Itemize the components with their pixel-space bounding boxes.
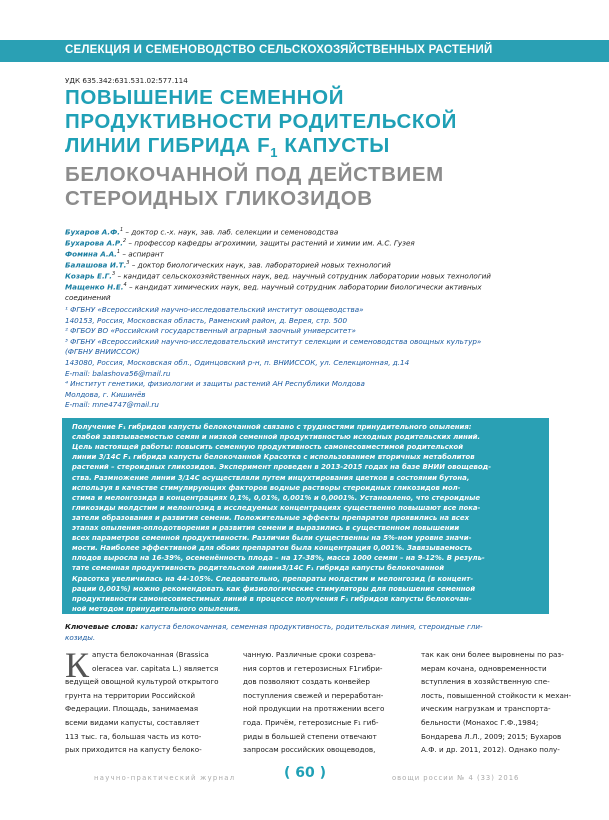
abstract-line: продуктивности самонесовместимых линий в процессе получения F₁ гибридов капусты белокочан-	[72, 594, 472, 603]
affiliation-line: 140153, Россия, Московская область, Раменский район, д. Верея, стр. 500	[65, 315, 348, 325]
body-line: 113 тыс. га, большая часть из кото-	[65, 731, 202, 741]
body-line: мерам кочана, одновременности	[421, 663, 547, 673]
author-name: Бухаров А.Ф.	[65, 227, 120, 237]
affiliation-line: Молдова, г. Кишинёв	[65, 389, 146, 399]
body-line: Бондарева Л.Л., 2009; 2015; Бухаров	[421, 731, 562, 741]
author-line	[65, 282, 482, 291]
abstract-line: используя в качестве стимулирующих факторов водные растворы стероидных гликозидов мол-	[72, 483, 461, 492]
abstract-line: затели образования и развития семени. Положительные эффекты препаратов проявились на всех	[72, 513, 470, 522]
title-line-3-end: КАПУСТЫ	[278, 134, 390, 157]
abstract-line: этапах опыления-оплодотворения и развития семени и выразились в существенном повышении	[72, 524, 460, 532]
body-line: ния сортов и гетерозисных F1гибри-	[243, 663, 383, 673]
body-line: всеми видами капусты, составляет	[65, 718, 200, 727]
abstract-line: гликозиды молдстим и мелонгозид в исследуемых концентрациях существенно повышают все пока-	[72, 503, 481, 512]
udc-code: УДК 635.342:631.531.02:577.114	[65, 76, 188, 85]
abstract-line: растений – стероидных гликозидов. Эксперимент проведен в 2013-2015 годах на базе ВНИИ овощевод-	[72, 463, 492, 472]
body-line: запросам российских овощеводов,	[243, 745, 376, 755]
page-number-value: 60	[295, 765, 315, 781]
body-line: лость, повышенной стойкости к механ-	[421, 690, 572, 700]
authors-tail: соединений	[65, 293, 111, 302]
author-sup: 3	[111, 271, 116, 277]
title-line-3-text: ЛИНИИ ГИБРИДА F	[65, 134, 271, 157]
author-role: – профессор кафедры агрохимии, защиты растений и химии им. А.С. Гузея	[126, 238, 415, 248]
body-line: так как они более выровнены по раз-	[421, 650, 564, 659]
abstract-line: мости. Наиболее эффективной для обоих препаратов была концентрация 0,001%. Завязываемость	[72, 544, 473, 553]
title-subscript: 1	[270, 145, 279, 161]
affiliation-line: E-mail: mne4747@mail.ru	[65, 400, 159, 410]
drop-cap: К	[65, 645, 90, 685]
author-line	[65, 249, 164, 258]
body-line: грунта на территории Российской	[65, 690, 196, 700]
title-line-1: ПОВЫШЕНИЕ СЕМЕННОЙ	[65, 86, 345, 109]
author-sup: 3	[126, 260, 130, 266]
author-line	[65, 260, 391, 269]
section-header	[0, 40, 609, 62]
title-line-3	[65, 134, 390, 165]
body-line: А.Ф. и др. 2011, 2012). Однако полу-	[421, 745, 560, 755]
abstract-line: ной методом принудительного опыления.	[72, 604, 241, 613]
page-number: ( 60 )	[284, 765, 327, 781]
author-role: – доктор с.-х. наук, зав. лаб. селекции и семеноводства	[123, 227, 339, 237]
abstract-line: ства. Размножение линии 3/14С осуществляли путем инцухтирования цветков в состоянии бутона,	[72, 473, 470, 482]
body-line: бельности (Монахос Г.Ф.,1984;	[421, 718, 539, 727]
author-role: – кандидат химических наук, вед. научный сотрудник лаборатории биологически активных	[126, 282, 482, 292]
author-sup: 1	[116, 249, 121, 255]
abstract-line: стима и мелонгозида в концентрациях 0,1%, 0,01%, 0,001% и 0,0001%. Установлено, что стероидные	[72, 493, 481, 502]
keywords-label: Ключевые слова:	[65, 622, 139, 631]
title-line-2: ПРОДУКТИВНОСТИ РОДИТЕЛЬСКОЙ	[65, 110, 457, 133]
author-name: Фомина А.А.	[65, 249, 117, 259]
body-line: поступления свежей и переработан-	[243, 690, 384, 700]
author-line	[65, 227, 338, 236]
author-name: Козарь Е.Г.	[65, 271, 112, 281]
affiliation-line: ¹ ФГБНУ «Всероссийский научно-исследовательский институт овощеводства»	[65, 305, 364, 314]
author-sup: 4	[123, 282, 127, 288]
affiliation-line: E-mail: balashova56@mail.ru	[65, 368, 171, 378]
section-title: СЕЛЕКЦИЯ И СЕМЕНОВОДСТВО СЕЛЬСКОХОЗЯЙСТВЕННЫХ РАСТЕНИЙ	[65, 44, 493, 56]
author-role: – кандидат сельскохозяйственных наук, вед. научный сотрудник лаборатории новых технологий	[115, 271, 491, 281]
abstract-line: Получение F₁ гибридов капусты белокочанной связано с трудностями принудительного опыления:	[72, 423, 472, 431]
author-name: Балашова И.Т.	[65, 260, 127, 270]
author-role: – доктор биологических наук, зав. лабораторией новых технологий	[129, 260, 391, 270]
author-name: Мащенко Н.Е.	[65, 282, 124, 292]
abstract-line: тате семенная продуктивность родительской линии3/14С F₁ гибрида капусты белокочанной	[72, 564, 445, 573]
body-line: апуста белокочанная (Brassica	[92, 650, 209, 659]
keywords-text: капуста белокочанная, семенная продуктивность, родительская линия, стероидные гли-	[138, 622, 483, 631]
abstract-line: линии 3/14С F₁ гибрида капусты белокочанной Красотка с использованием вторичных метаболитов	[72, 453, 475, 462]
abstract-box	[62, 418, 549, 614]
affiliation-line: ⁴ Институт генетики, физиологии и защиты растений АН Республики Молдова	[65, 379, 365, 389]
abstract-line: всех параметров семенной продуктивности. Различия были существенны на 5%-ном уровне значи-	[72, 534, 472, 543]
body-line: Федерации. Площадь, занимаемая	[65, 704, 199, 714]
abstract-line: слабой завязываемостью семян и низкой семенной продуктивностью исходных родительских линий.	[72, 433, 481, 442]
title-line-5: СТЕРОИДНЫХ ГЛИКОЗИДОВ	[65, 187, 373, 210]
abstract-line: Красотка увеличилась на 44-105%. Следовательно, препараты молдстим и мелонгозид (в концент-	[72, 574, 474, 583]
keywords-text-cont: козиды.	[65, 633, 96, 642]
abstract-line: плодов выросла на 16-39%, осеменённость плода – на 17-38%, масса 1000 семян – на 9-12%. В резуль-	[72, 554, 485, 563]
keywords	[65, 622, 483, 631]
body-line: ной продукции на протяжении всего	[243, 704, 385, 714]
author-sup: 1	[119, 227, 124, 233]
body-line: вступления в хозяйственную спе-	[421, 677, 550, 687]
footer-issue: овощи россии № 4 (33) 2016	[392, 774, 520, 782]
abstract-line: Цель настоящей работы: повысить семенную продуктивность самонесовместимой родительской	[72, 443, 464, 452]
author-role: – аспирант	[120, 249, 164, 259]
body-line: ведущей овощной культурой открытого	[65, 677, 219, 687]
body-line: риды в большей степени отвечают	[243, 731, 377, 741]
author-line	[65, 238, 415, 247]
body-line: дов позволяют создать конвейер	[243, 677, 370, 687]
abstract-line: рации 0,001%) можно рекомендовать как физиологические стимуляторы для повышения семенной	[72, 584, 476, 593]
affiliation-line: 143080, Россия, Московская обл., Одинцовский р-н, п. ВНИИССОК, ул. Селекционная, д.14	[65, 358, 410, 367]
author-line	[65, 271, 491, 280]
affiliation-line: (ФГБНУ ВНИИССОК)	[65, 347, 140, 357]
body-line: года. Причём, гетерозисные F₁ гиб-	[243, 718, 379, 727]
body-line: oleracea var. capitata L.) является	[92, 663, 219, 673]
footer-journal: научно-практический журнал	[94, 774, 236, 782]
author-name: Бухарова А.Р.	[65, 238, 123, 248]
body-line: рых приходится на капусту белоко-	[65, 745, 202, 755]
author-sup: 2	[122, 238, 127, 244]
affiliation-line: ³ ФГБНУ «Всероссийский научно-исследовательский институт селекции и семеноводства овощных культур»	[65, 336, 482, 346]
affiliation-line: ² ФГБОУ ВО «Российский государственный аграрный заочный университет»	[65, 326, 356, 336]
body-line: ическим нагрузкам и транспорта-	[421, 704, 551, 714]
title-line-4: БЕЛОКОЧАННОЙ ПОД ДЕЙСТВИЕМ	[65, 163, 444, 186]
body-line: чанную. Различные сроки созрева-	[243, 650, 376, 659]
